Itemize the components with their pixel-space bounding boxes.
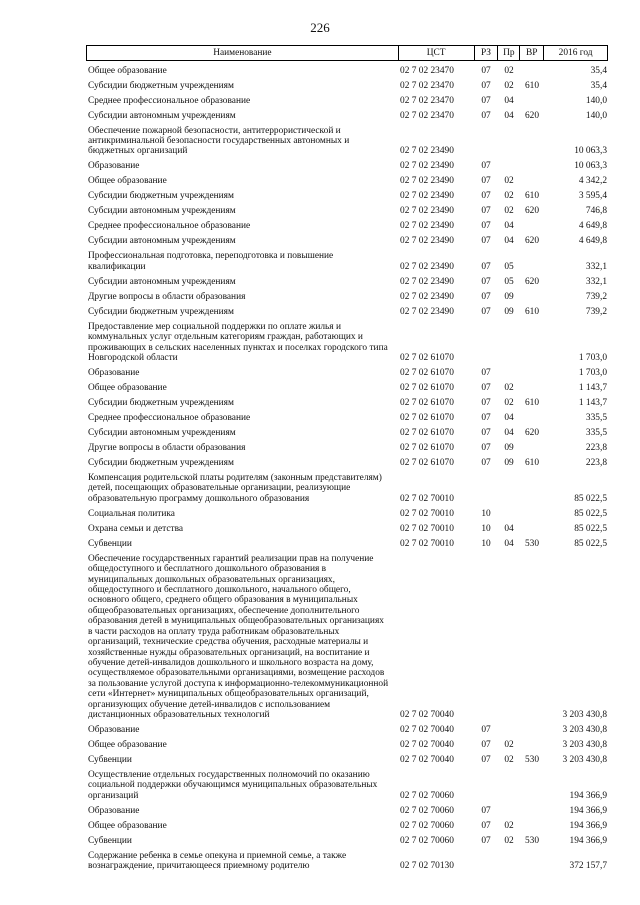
table-row [86, 554, 608, 721]
row-name: Среднее профессиональное образование [88, 221, 251, 232]
row-pr: 02 [504, 835, 514, 846]
row-name: Общее образование [88, 65, 167, 76]
table-row [86, 836, 608, 846]
row-name: Субсидии автономным учреждениям [88, 236, 236, 247]
row-rz: 07 [481, 754, 491, 765]
row-cst: 02 7 02 70130 [400, 861, 454, 872]
row-pr: 02 [504, 398, 514, 409]
row-cst: 02 7 02 61070 [400, 353, 454, 364]
row-pr: 02 [504, 754, 514, 765]
row-amount: 223,8 [585, 443, 607, 454]
row-rz: 07 [481, 276, 491, 287]
row-amount: 335,5 [585, 413, 607, 424]
row-amount: 739,2 [585, 306, 607, 317]
row-cst: 02 7 02 23470 [400, 110, 454, 121]
row-cst: 02 7 02 70040 [400, 724, 454, 735]
row-rz: 07 [481, 206, 491, 217]
row-amount: 3 203 430,8 [562, 739, 607, 750]
row-rz: 07 [481, 236, 491, 247]
row-amount: 223,8 [585, 458, 607, 469]
row-rz: 07 [481, 724, 491, 735]
row-cst: 02 7 02 23470 [400, 65, 454, 76]
row-amount: 85 022,5 [574, 523, 607, 534]
row-pr: 02 [504, 65, 514, 76]
row-amount: 1 143,7 [578, 398, 607, 409]
table-row [86, 539, 608, 549]
row-name: Образование [88, 805, 140, 816]
row-cst: 02 7 02 61070 [400, 443, 454, 454]
table-row [86, 126, 608, 157]
row-cst: 02 7 02 23490 [400, 191, 454, 202]
row-cst: 02 7 02 70060 [400, 820, 454, 831]
row-rz: 07 [481, 176, 491, 187]
table-row [86, 725, 608, 735]
row-pr: 02 [504, 176, 514, 187]
table-row [86, 509, 608, 519]
row-name: Субсидии автономным учреждениям [88, 428, 236, 439]
row-amount: 194 366,9 [569, 805, 607, 816]
row-name: Субсидии бюджетным учреждениям [88, 398, 234, 409]
row-pr: 09 [504, 458, 514, 469]
table-row [86, 307, 608, 317]
row-pr: 04 [504, 221, 514, 232]
row-pr: 02 [504, 80, 514, 91]
table-header [86, 45, 608, 61]
row-amount: 746,8 [585, 206, 607, 217]
row-name: Субвенции [88, 538, 132, 549]
header-rz: РЗ [474, 46, 498, 60]
row-rz: 10 [481, 523, 491, 534]
row-amount: 140,0 [585, 110, 607, 121]
row-name: Осуществление отдельных государственных полномочий по оказанию социальной поддержки обучающимся муниципальных образовательных организаций [88, 769, 378, 801]
row-vr: 620 [524, 206, 540, 217]
row-name: Образование [88, 161, 140, 172]
table-row [86, 292, 608, 302]
row-rz: 07 [481, 80, 491, 91]
row-cst: 02 7 02 61070 [400, 368, 454, 379]
row-name: Образование [88, 368, 140, 379]
table-row [86, 111, 608, 121]
table-row [86, 524, 608, 534]
row-cst: 02 7 02 70010 [400, 538, 454, 549]
row-name: Содержание ребенка в семье опекуна и приемной семье, а также вознаграждение, причитающееся приемному родителю [88, 850, 347, 872]
row-pr: 09 [504, 306, 514, 317]
row-rz: 07 [481, 161, 491, 172]
table-row [86, 383, 608, 393]
row-cst: 02 7 02 23470 [400, 80, 454, 91]
row-vr: 610 [524, 80, 540, 91]
row-cst: 02 7 02 61070 [400, 383, 454, 394]
row-pr: 09 [504, 443, 514, 454]
row-name: Субсидии автономным учреждениям [88, 206, 236, 217]
row-cst: 02 7 02 23490 [400, 161, 454, 172]
row-rz: 07 [481, 428, 491, 439]
row-rz: 07 [481, 835, 491, 846]
row-cst: 02 7 02 23490 [400, 221, 454, 232]
row-name: Социальная политика [88, 508, 175, 519]
row-amount: 10 063,3 [574, 161, 607, 172]
row-amount: 85 022,5 [574, 538, 607, 549]
row-cst: 02 7 02 23490 [400, 146, 454, 157]
row-rz: 07 [481, 221, 491, 232]
row-rz: 07 [481, 458, 491, 469]
row-pr: 05 [504, 276, 514, 287]
row-rz: 07 [481, 191, 491, 202]
row-rz: 07 [481, 739, 491, 750]
row-cst: 02 7 02 70060 [400, 805, 454, 816]
row-cst: 02 7 02 23490 [400, 176, 454, 187]
table-row [86, 770, 608, 801]
row-vr: 530 [524, 835, 540, 846]
row-pr: 02 [504, 206, 514, 217]
header-year: 2016 год [543, 46, 607, 60]
row-rz: 07 [481, 368, 491, 379]
row-name: Субвенции [88, 754, 132, 765]
row-pr: 02 [504, 191, 514, 202]
row-amount: 332,1 [585, 276, 607, 287]
row-rz: 10 [481, 508, 491, 519]
row-pr: 04 [504, 538, 514, 549]
row-name: Субсидии бюджетным учреждениям [88, 458, 234, 469]
row-name: Субсидии автономным учреждениям [88, 276, 236, 287]
row-vr: 620 [524, 428, 540, 439]
table-body [86, 66, 608, 872]
header-vr: ВР [519, 46, 543, 60]
table-row [86, 96, 608, 106]
row-cst: 02 7 02 23490 [400, 206, 454, 217]
row-name: Среднее профессиональное образование [88, 413, 251, 424]
row-rz: 07 [481, 306, 491, 317]
budget-table [86, 45, 608, 872]
row-cst: 02 7 02 23470 [400, 95, 454, 106]
row-amount: 4 342,2 [578, 176, 607, 187]
row-vr: 610 [524, 398, 540, 409]
row-name: Общее образование [88, 383, 167, 394]
row-amount: 10 063,3 [574, 146, 607, 157]
table-row [86, 413, 608, 423]
row-cst: 02 7 02 70060 [400, 835, 454, 846]
row-amount: 3 203 430,8 [562, 709, 607, 720]
row-rz: 07 [481, 820, 491, 831]
row-rz: 07 [481, 413, 491, 424]
row-vr: 620 [524, 236, 540, 247]
row-amount: 85 022,5 [574, 508, 607, 519]
row-amount: 3 595,4 [578, 191, 607, 202]
row-amount: 3 203 430,8 [562, 724, 607, 735]
row-name: Образование [88, 724, 140, 735]
row-pr: 04 [504, 110, 514, 121]
row-pr: 09 [504, 291, 514, 302]
row-vr: 530 [524, 754, 540, 765]
row-pr: 04 [504, 523, 514, 534]
row-rz: 10 [481, 538, 491, 549]
table-row [86, 443, 608, 453]
row-name: Субсидии бюджетным учреждениям [88, 191, 234, 202]
row-name: Субсидии бюджетным учреждениям [88, 306, 234, 317]
row-rz: 07 [481, 383, 491, 394]
row-amount: 739,2 [585, 291, 607, 302]
row-pr: 05 [504, 261, 514, 272]
row-name: Предоставление мер социальной поддержки по оплате жилья и коммунальных услуг отдельным категориям граждан, работающих и проживающих в сельских населенных пунктах и поселках городского типа Новгородской области [88, 321, 388, 364]
row-name: Другие вопросы в области образования [88, 443, 246, 454]
row-cst: 02 7 02 23490 [400, 306, 454, 317]
row-rz: 07 [481, 261, 491, 272]
row-amount: 1 703,0 [578, 353, 607, 364]
row-vr: 610 [524, 306, 540, 317]
row-vr: 610 [524, 191, 540, 202]
row-cst: 02 7 02 61070 [400, 458, 454, 469]
row-cst: 02 7 02 70010 [400, 508, 454, 519]
row-amount: 372 157,7 [569, 861, 607, 872]
row-pr: 04 [504, 236, 514, 247]
row-amount: 85 022,5 [574, 493, 607, 504]
row-rz: 07 [481, 65, 491, 76]
row-cst: 02 7 02 70010 [400, 523, 454, 534]
row-rz: 07 [481, 398, 491, 409]
row-vr: 620 [524, 276, 540, 287]
row-cst: 02 7 02 23490 [400, 276, 454, 287]
row-rz: 07 [481, 110, 491, 121]
header-pr: Пр [497, 46, 519, 60]
row-vr: 610 [524, 458, 540, 469]
row-name: Профессиональная подготовка, переподготовка и повышение квалификации [88, 251, 334, 272]
table-row [86, 428, 608, 438]
row-pr: 02 [504, 383, 514, 394]
row-cst: 02 7 02 61070 [400, 413, 454, 424]
row-pr: 04 [504, 428, 514, 439]
row-cst: 02 7 02 23490 [400, 291, 454, 302]
row-cst: 02 7 02 61070 [400, 398, 454, 409]
row-amount: 35,4 [590, 65, 607, 76]
row-vr: 530 [524, 538, 540, 549]
row-cst: 02 7 02 61070 [400, 428, 454, 439]
table-row [86, 206, 608, 216]
row-cst: 02 7 02 70040 [400, 709, 454, 720]
table-row [86, 458, 608, 468]
row-cst: 02 7 02 70040 [400, 739, 454, 750]
row-name: Субвенции [88, 835, 132, 846]
row-amount: 140,0 [585, 95, 607, 106]
table-row [86, 755, 608, 765]
table-row [86, 398, 608, 408]
table-row [86, 322, 608, 364]
table-row [86, 66, 608, 76]
row-name: Обеспечение государственных гарантий реализации прав на получение общедоступного и бесплатного дошкольного образования в муниципальных дошкольных образовательных организациях, общедоступного и бесплатного дошкольного, начального общего, основного общего, среднего общего образования в муниципальных общеобразовательных организациях, обеспечение дополнительного образования детей в муниципальных общеобразовательных организациях в части расходов на оплату труда работникам образовательных организаций, технические средства обучения, расходные материалы и хозяйственные нужды образовательных организаций, на воспитание и обучение детей-инвалидов дошкольного и школьного возраста на дому, осуществляемое образовательными организациями, возмещение расходов за пользование услугой доступа к информационно-телекоммуникационной сети «Интернет» муниципальных общеобразовательных организаций, организующих обучение детей-инвалидов с использованием дистанционных образовательных технологий [88, 553, 389, 720]
row-amount: 335,5 [585, 428, 607, 439]
row-name: Обеспечение пожарной безопасности, антитеррористической и антикриминальной безопасности государственных автономных и бюджетных организаций [88, 125, 350, 157]
row-name: Среднее профессиональное образование [88, 95, 251, 106]
table-row [86, 806, 608, 816]
table-row [86, 176, 608, 186]
table-row [86, 851, 608, 872]
row-pr: 02 [504, 739, 514, 750]
header-name: Наименование [213, 48, 272, 58]
table-row [86, 191, 608, 201]
table-row [86, 161, 608, 171]
table-row [86, 277, 608, 287]
table-row [86, 473, 608, 504]
table-row [86, 221, 608, 231]
row-amount: 194 366,9 [569, 790, 607, 801]
row-rz: 07 [481, 805, 491, 816]
row-cst: 02 7 02 70010 [400, 493, 454, 504]
row-pr: 02 [504, 820, 514, 831]
table-row [86, 368, 608, 378]
table-row [86, 81, 608, 91]
row-cst: 02 7 02 23490 [400, 261, 454, 272]
row-name: Субсидии бюджетным учреждениям [88, 80, 234, 91]
row-name: Общее образование [88, 739, 167, 750]
row-amount: 1 703,0 [578, 368, 607, 379]
row-amount: 4 649,8 [578, 221, 607, 232]
table-row [86, 236, 608, 246]
page-number: 226 [310, 20, 330, 35]
row-rz: 07 [481, 95, 491, 106]
row-name: Субсидии автономным учреждениям [88, 110, 236, 121]
row-name: Другие вопросы в области образования [88, 291, 246, 302]
table-row [86, 251, 608, 272]
row-amount: 1 143,7 [578, 383, 607, 394]
row-cst: 02 7 02 70060 [400, 790, 454, 801]
row-name: Компенсация родительской платы родителям (законным представителям) детей, посещающих образовательные организации, реализующие образовательную программу дошкольного образования [88, 473, 382, 504]
row-pr: 04 [504, 95, 514, 106]
header-cst: ЦСТ [398, 46, 474, 60]
row-amount: 4 649,8 [578, 236, 607, 247]
row-pr: 04 [504, 413, 514, 424]
row-name: Охрана семьи и детства [88, 523, 184, 534]
table-row [86, 821, 608, 831]
row-rz: 07 [481, 291, 491, 302]
row-rz: 07 [481, 443, 491, 454]
row-amount: 194 366,9 [569, 835, 607, 846]
table-row [86, 740, 608, 750]
row-cst: 02 7 02 23490 [400, 236, 454, 247]
row-name: Общее образование [88, 176, 167, 187]
row-amount: 35,4 [590, 80, 607, 91]
row-name: Общее образование [88, 820, 167, 831]
row-cst: 02 7 02 70040 [400, 754, 454, 765]
row-vr: 620 [524, 110, 540, 121]
row-amount: 194 366,9 [569, 820, 607, 831]
row-amount: 3 203 430,8 [562, 754, 607, 765]
row-amount: 332,1 [585, 261, 607, 272]
